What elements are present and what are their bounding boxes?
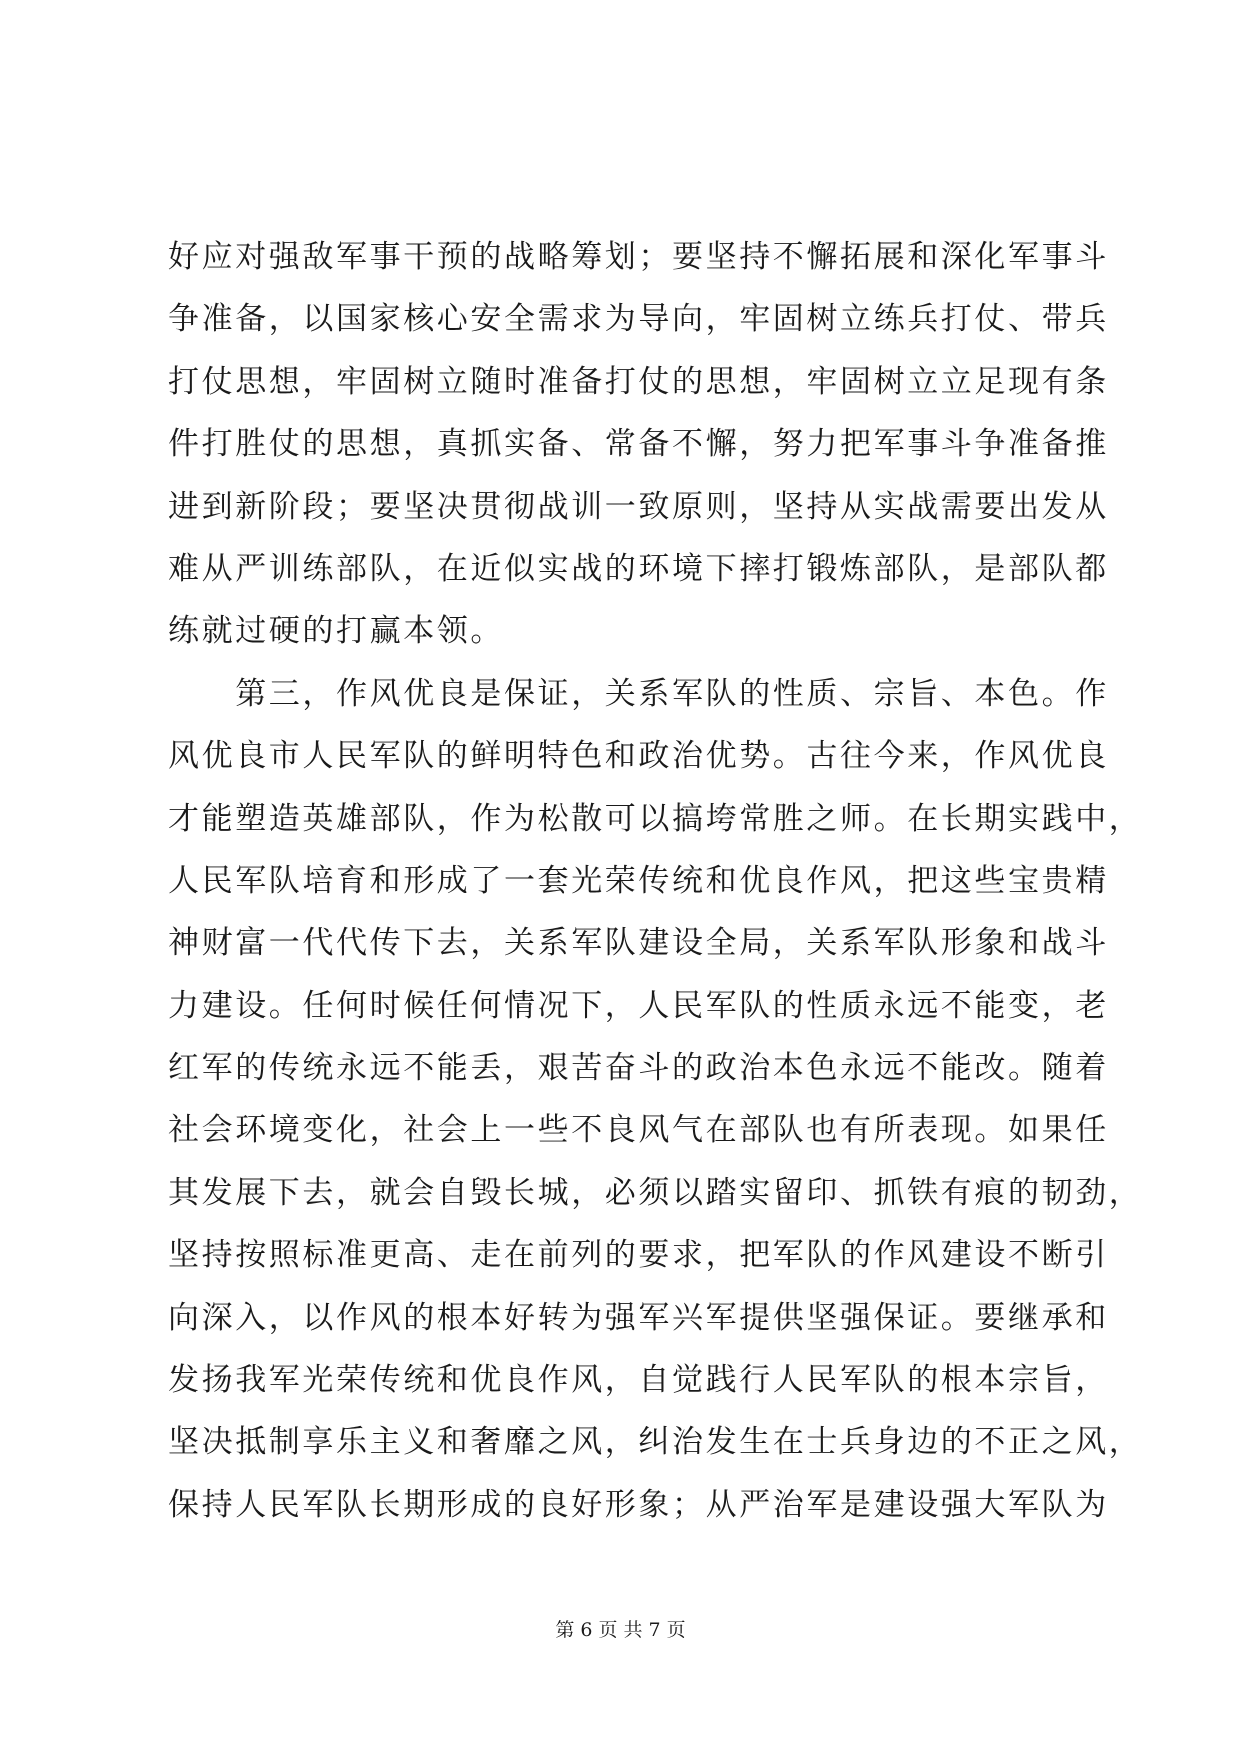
text-line: 人民军队培育和形成了一套光荣传统和优良作风，把这些宝贵精 xyxy=(168,862,1109,899)
page-number-footer: 第 6 页 共 7 页 xyxy=(555,1619,686,1641)
text-line: 坚决抵制享乐主义和奢靡之风，纠治发生在士兵身边的不正之风， xyxy=(168,1424,1143,1461)
text-line: 发扬我军光荣传统和优良作风，自觉践行人民军队的根本宗旨， xyxy=(168,1362,1109,1399)
paragraph-start-line: 第三，作风优良是保证，关系军队的性质、宗旨、本色。作 xyxy=(168,675,1109,712)
text-line: 练就过硬的打赢本领。 xyxy=(168,613,504,650)
text-line: 风优良市人民军队的鲜明特色和政治优势。古往今来，作风优良 xyxy=(168,738,1109,775)
text-line: 力建设。任何时候任何情况下，人民军队的性质永远不能变，老 xyxy=(168,987,1109,1024)
text-line: 保持人民军队长期形成的良好形象；从严治军是建设强大军队为 xyxy=(168,1486,1109,1523)
text-line: 才能塑造英雄部队，作为松散可以搞垮常胜之师。在长期实践中， xyxy=(168,800,1143,837)
text-line: 打仗思想，牢固树立随时准备打仗的思想，牢固树立立足现有条 xyxy=(168,363,1109,400)
text-line: 神财富一代代传下去，关系军队建设全局，关系军队形象和战斗 xyxy=(168,925,1109,962)
body-text xyxy=(168,226,1143,1536)
text-line: 社会环境变化，社会上一些不良风气在部队也有所表现。如果任 xyxy=(168,1112,1109,1149)
text-line: 难从严训练部队，在近似实战的环境下摔打锻炼部队，是部队都 xyxy=(168,550,1109,587)
text-line: 进到新阶段；要坚决贯彻战训一致原则，坚持从实战需要出发从 xyxy=(168,488,1109,525)
text-line: 其发展下去，就会自毁长城，必须以踏实留印、抓铁有痕的韧劲， xyxy=(168,1174,1143,1211)
text-line: 红军的传统永远不能丢，艰苦奋斗的政治本色永远不能改。随着 xyxy=(168,1050,1109,1087)
text-line: 向深入，以作风的根本好转为强军兴军提供坚强保证。要继承和 xyxy=(168,1299,1109,1336)
text-line: 争准备，以国家核心安全需求为导向，牢固树立练兵打仗、带兵 xyxy=(168,301,1109,338)
text-line: 坚持按照标准更高、走在前列的要求，把军队的作风建设不断引 xyxy=(168,1237,1109,1274)
text-line: 好应对强敌军事干预的战略筹划；要坚持不懈拓展和深化军事斗 xyxy=(168,239,1109,275)
text-line: 件打胜仗的思想，真抓实备、常备不懈，努力把军事斗争准备推 xyxy=(168,426,1109,463)
